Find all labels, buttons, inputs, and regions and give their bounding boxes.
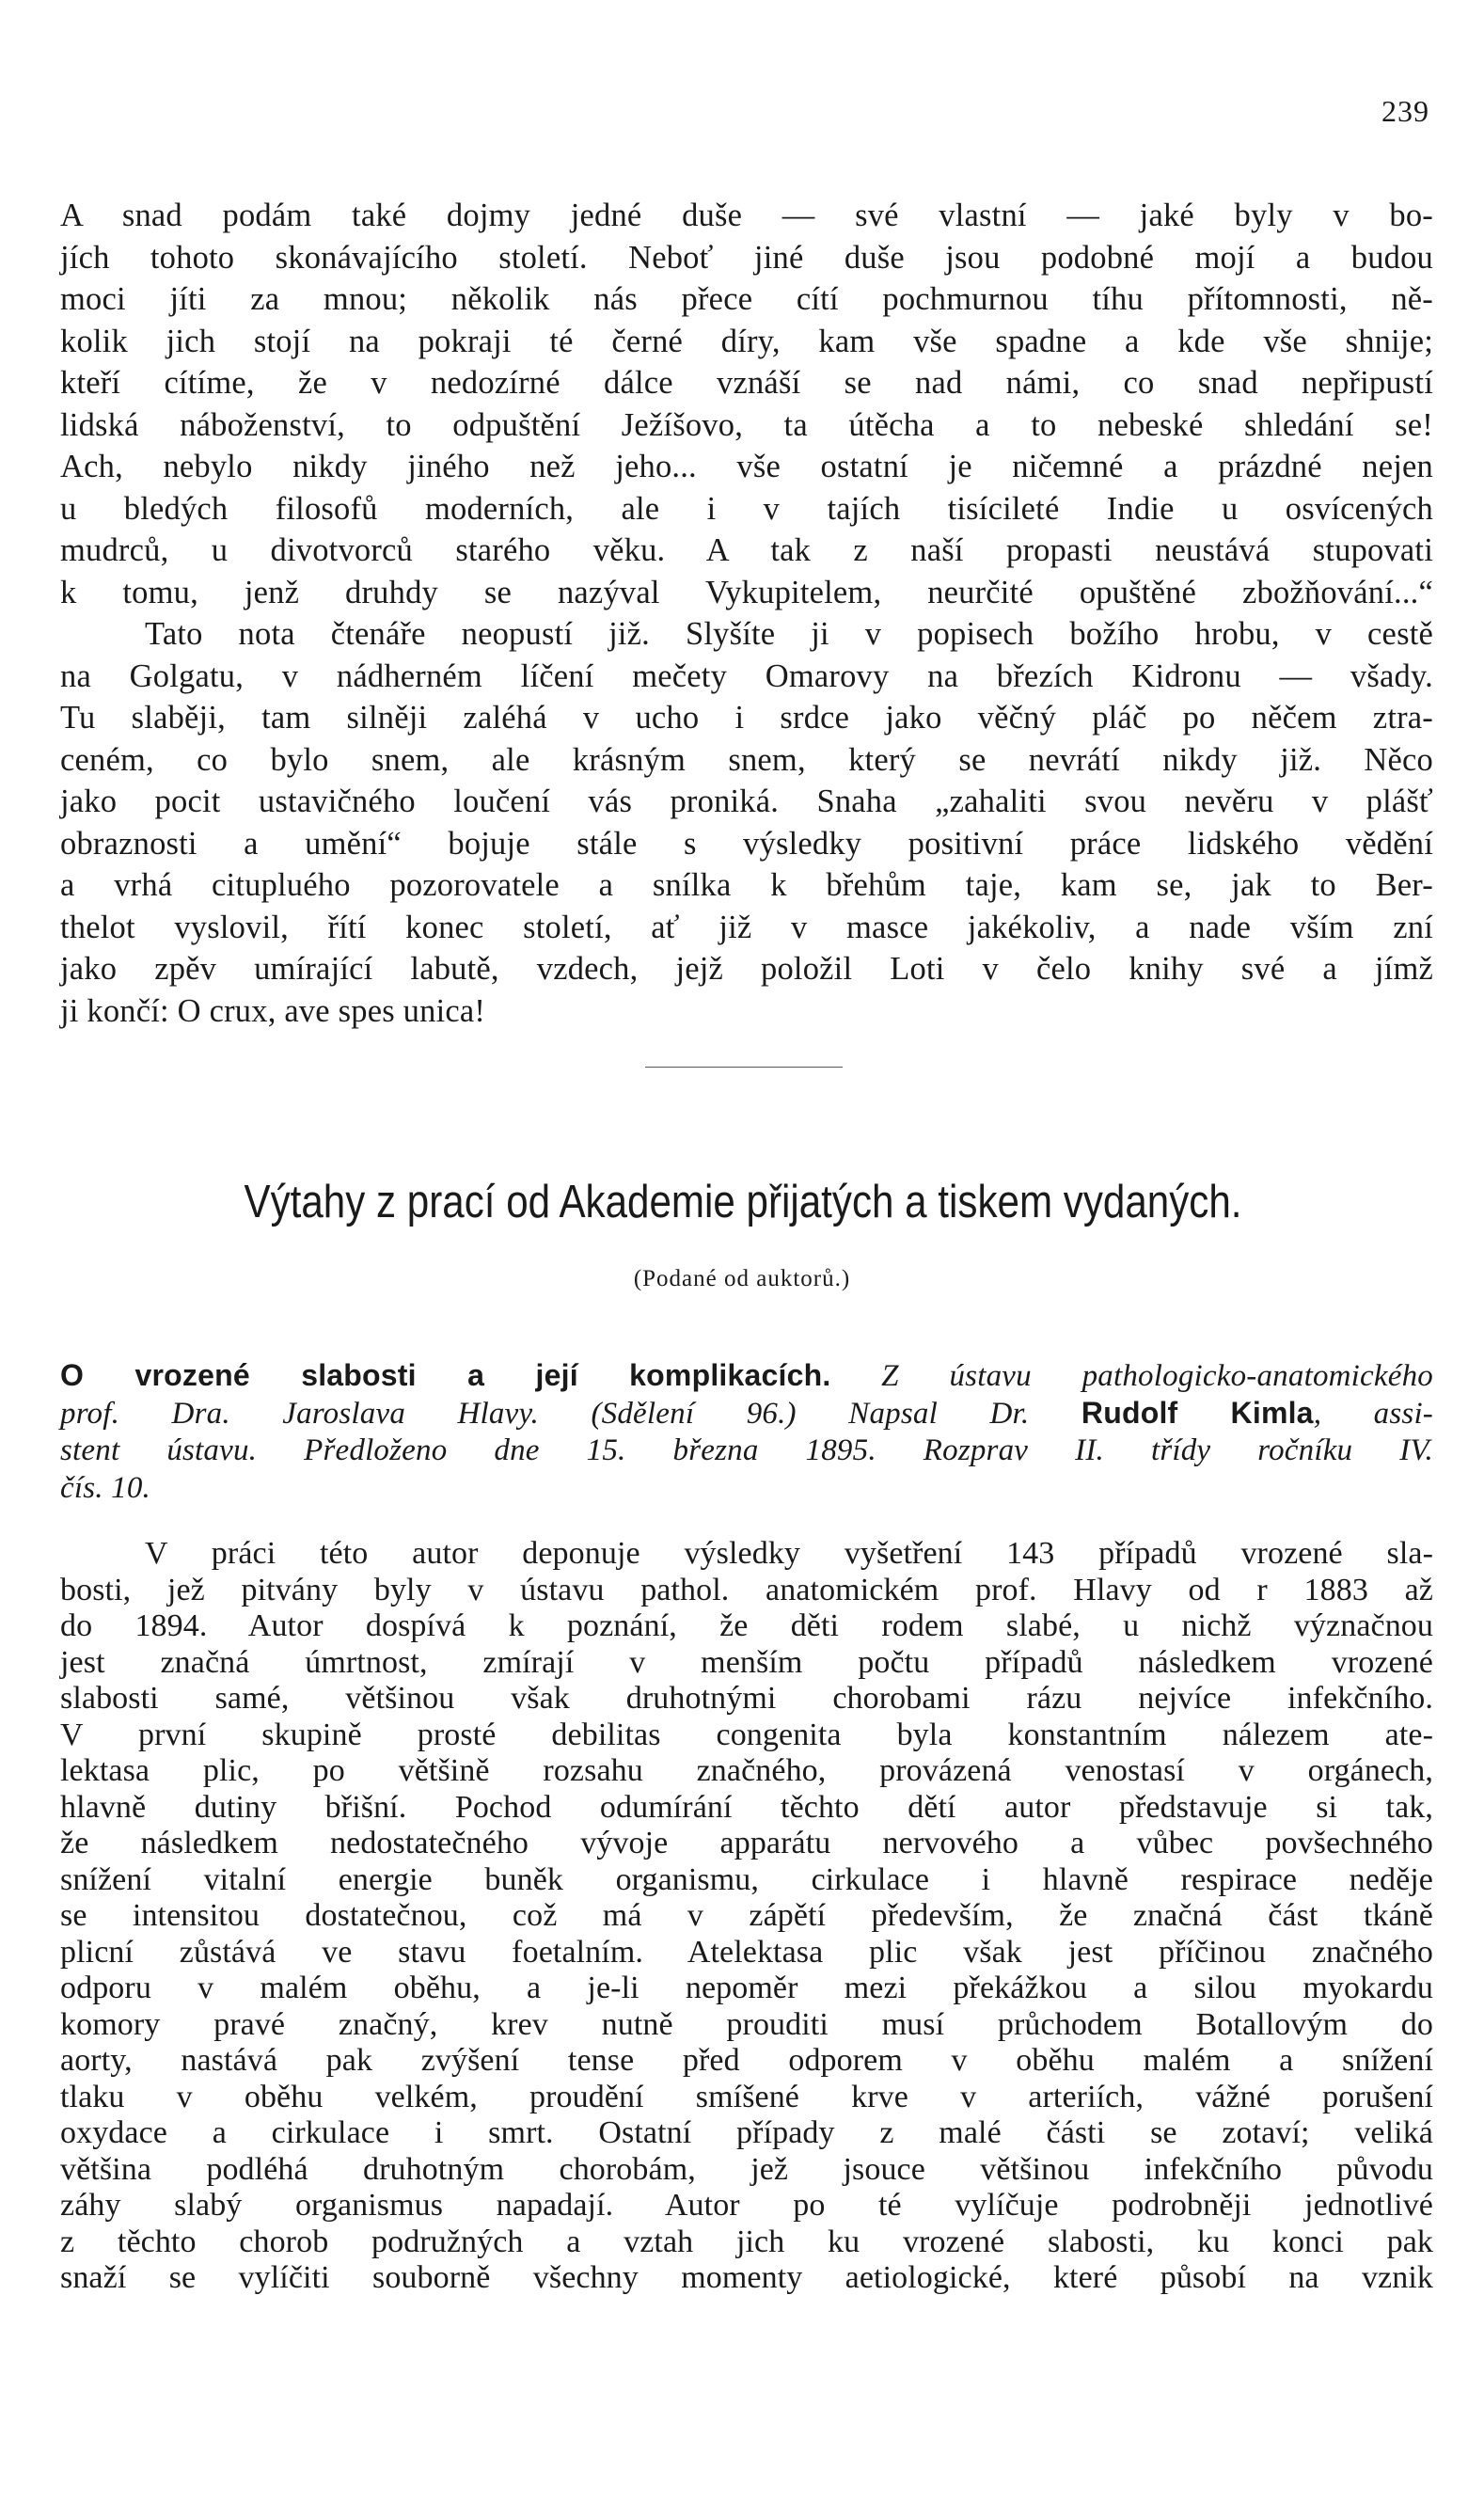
text-line: tlaku v oběhu velkém, proudění smíšené krve v arteriích, vážné porušení [60,2079,1433,2114]
citation-text: Z ústavu pathologicko-anatomického [830,1359,1433,1393]
text-line: záhy slabý organismus napadají. Autor po té vylíčuje podrobněji jednotlivé [60,2188,1433,2223]
text-line: mudrců, u divotvorců starého věku. A tak z naší propasti neustává stupovati [60,532,1433,568]
text-line: jako pocit ustavičného loučení vás proniká. Snaha „zahaliti svou nevěru v plášť [60,784,1433,819]
text-line: ji končí: O crux, ave spes unica! [60,992,486,1029]
text-line: kteří cítíme, že v nedozírné dálce vznáší se nad námi, co snad nepřipustí [60,365,1433,401]
text-line: na Golgatu, v nádherném líčení mečety Omarovy na březích Kidronu — všady. [60,657,1433,694]
text-line: Tato nota čtenáře neopustí již. Slyšíte ji v popisech božího hrobu, v cestě [145,616,1433,652]
citation-line [60,1394,1433,1432]
text-line: snaží se vylíčiti souborně všechny momenty aetiologické, které působí na vznik [60,2260,1433,2295]
text-line: lidská náboženství, to odpuštění Ježíšovo, ta útěcha a to nebeské shledání se! [60,406,1433,443]
text-line: slabosti samé, většinou však druhotnými chorobami rázu nejvíce infekčního. [60,1681,1433,1716]
text-line: plicní zůstává ve stavu foetalním. Atelektasa plic však jest příčinou značného [60,1934,1433,1970]
section-heading: Výtahy z prací od Akademie přijatých a tiskem vydaných. [244,1177,1242,1227]
text-line: a vrhá citupluého pozorovatele a snílka k břehům taje, kam se, jak to Ber- [60,867,1433,903]
text-line: že následkem nedostatečného vývoje apparátu nervového a vůbec povšechného [60,1826,1433,1860]
section-divider [645,1067,843,1068]
text-line: kolik jich stojí na pokraji té černé díry, kam vše spadne a kde vše shnije; [60,323,1433,359]
citation-line: čís. 10. [60,1471,151,1505]
text-line: snížení vitalní energie buněk organismu, cirkulace i hlavně respirace neděje [60,1861,1433,1897]
citation-line: stent ústavu. Předloženo dne 15. března 1895. Rozprav II. třídy ročníku IV. [60,1433,1433,1467]
text-line: ceném, co bylo snem, ale krásným snem, který se nevrátí nikdy již. Něco [60,741,1433,778]
text-line: Ach, nebylo nikdy jiného než jeho... vše ostatní je ničemné a prázdné nejen [60,449,1433,484]
entry-citation [60,1356,1433,1507]
text-line: u bledých filosofů moderních, ale i v tajích tisícileté Indie u osvícených [60,490,1433,527]
abstract-paragraph [60,1536,1433,2297]
text-line: k tomu, jenž druhdy se nazýval Vykupitelem, neurčité opuštěné zbožňování...“ [60,574,1433,610]
essay-paragraph [60,195,1433,1032]
text-line: V práci této autor deponuje výsledky vyšetření 143 případů vrozené sla- [145,1536,1433,1571]
text-line: do 1894. Autor dospívá k poznání, že děti rodem slabé, u nichž význačnou [60,1608,1433,1643]
text-line: Tu slaběji, tam silněji zaléhá v ucho i srdce jako věčný pláč po něčem ztra- [60,700,1433,736]
text-line: A snad podám také dojmy jedné duše — své vlastní — jaké byly v bo- [60,198,1433,233]
page-number: 239 [1381,94,1429,128]
text-line: jako zpěv umírající labutě, vzdech, jejž položil Loti v čelo knihy své a jímž [60,951,1433,987]
citation-text: prof. Dra. Jaroslava Hlavy. (Sdělení 96.) Napsal Dr. [60,1397,1081,1431]
entry-title: O vrozené slabosti a její komplikacích. [60,1358,831,1392]
text-line: odporu v malém oběhu, a je-li nepoměr mezi překážkou a silou myokardu [60,1971,1433,2005]
text-line: jích tohoto skonávajícího století. Neboť jiné duše jsou podobné mojí a budou [60,239,1433,276]
text-line: lektasa plic, po většině rozsahu značného, provázená venostasí v orgánech, [60,1753,1433,1788]
section-note: (Podané od auktorů.) [633,1266,851,1291]
text-line: V první skupině prosté debilitas congenita byla konstantním nálezem ate- [60,1717,1433,1752]
text-line: bosti, jež pitvány byly v ústavu pathol. anatomickém prof. Hlavy od r 1883 až [60,1572,1433,1607]
entry-author: Rudolf Kimla [1081,1396,1314,1430]
citation-text: , assi- [1313,1397,1433,1431]
text-line: moci jíti za mnou; několik nás přece cítí pochmurnou tíhu přítomnosti, ně- [60,281,1433,317]
citation-line [60,1356,1433,1394]
text-line: thelot vyslovil, řítí konec století, ať již v masce jakékoliv, a nade vším zní [60,909,1433,945]
text-line: oxydace a cirkulace i smrt. Ostatní případy z malé části se zotaví; veliká [60,2115,1433,2150]
text-line: obraznosti a umění“ bojuje stále s výsledky positivní práce lidského vědění [60,825,1433,862]
text-line: z těchto chorob podružných a vztah jich ku vrozené slabosti, ku konci pak [60,2224,1433,2259]
text-line: většina podléhá druhotným chorobám, jež jsouce většinou infekčního původu [60,2151,1433,2187]
text-line: hlavně dutiny břišní. Pochod odumírání těchto dětí autor představuje si tak, [60,1789,1433,1825]
text-line: aorty, nastává pak zvýšení tense před odporem v oběhu malém a snížení [60,2043,1433,2078]
text-line: se intensitou dostatečnou, což má v zápětí především, že značná část tkáně [60,1898,1433,1933]
text-line: komory pravé značný, krev nutně prouditi musí průchodem Botallovým do [60,2006,1433,2042]
text-line: jest značná úmrtnost, zmírají v menším počtu případů následkem vrozené [60,1644,1433,1680]
